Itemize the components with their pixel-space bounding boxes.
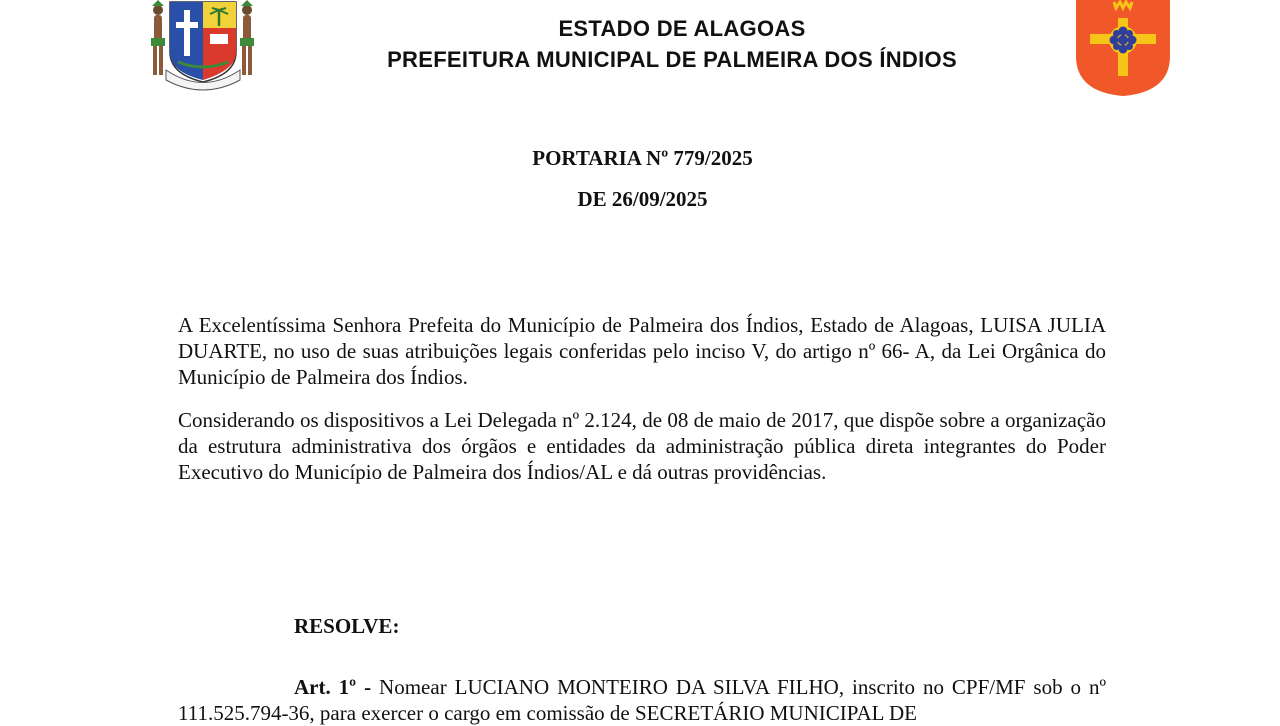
article-1-text: Nomear LUCIANO MONTEIRO DA SILVA FILHO, inscrito no CPF/MF sob o nº 111.525.794-36, para exercer o cargo em comissão de SECRETÁRIO MUNICIPAL DE [178,675,1107,725]
document-date: DE 26/09/2025 [577,187,708,211]
resolve-heading: RESOLVE: [294,614,400,638]
article-1-label: Art. 1º - [294,675,372,699]
header-municipality: PREFEITURA MUNICIPAL DE PALMEIRA DOS ÍNDIOS [387,47,957,72]
article-1 [178,674,1106,726]
paragraph-considering: Considerando os dispositivos a Lei Delegada nº 2.124, de 08 de maio de 2017, que dispõe sobre a organização da estrutura administrativa dos órgãos e entidades da administração pública direta integrantes do Poder Executivo do Município de Palmeira dos Índios/AL e dá outras providências. [178,408,1106,484]
paragraph-preamble: A Excelentíssima Senhora Prefeita do Município de Palmeira dos Índios, Estado de Alagoas, LUISA JULIA DUARTE, no uso de suas atribuições legais conferidas pelo inciso V, do artigo nº 66- A, da Lei Orgânica do Município de Palmeira dos Índios. [178,313,1106,389]
document-title: PORTARIA Nº 779/2025 [532,146,753,170]
header-state: ESTADO DE ALAGOAS [558,16,806,41]
